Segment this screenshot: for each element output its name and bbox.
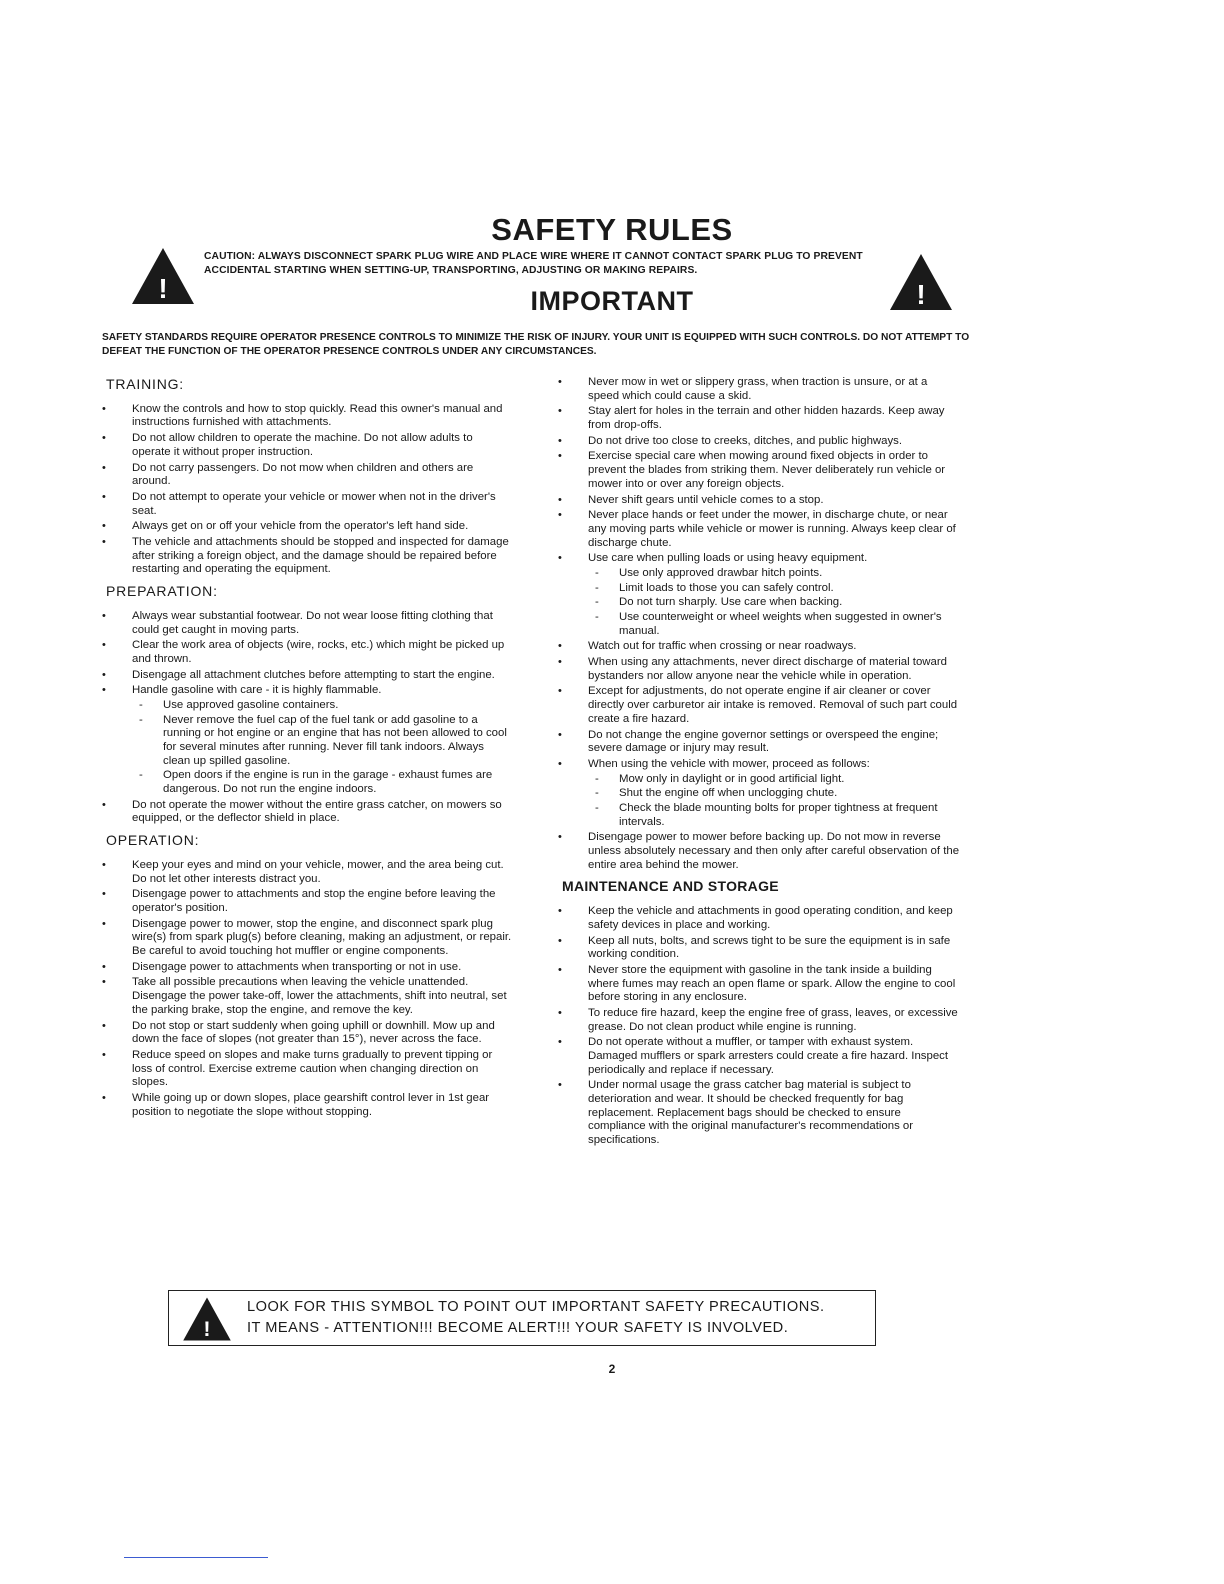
list-item — [102, 684, 512, 797]
svg-text:!: ! — [203, 1316, 211, 1341]
list-item — [558, 552, 960, 638]
sub-item: - Use counterweight or wheel weights when suggested in owner's manual. — [588, 611, 960, 638]
list-item: • Never place hands or feet under the mower, in discharge chute, or near any moving parts while vehicle or mower is running. Always keep clear of discharge chute. — [558, 509, 960, 550]
list-item: • The vehicle and attachments should be stopped and inspected for damage after striking a foreign object, and the damage should be repaired before restarting and operating the equipment. — [102, 536, 512, 577]
sub-item: - Check the blade mounting bolts for proper tightness at frequent intervals. — [588, 802, 960, 829]
list-item: • Keep your eyes and mind on your vehicle, mower, and the area being cut. Do not let other interests distract you. — [102, 859, 512, 886]
sub-item: - Never remove the fuel cap of the fuel tank or add gasoline to a running or hot engine or an engine that has not been allowed to cool for several minutes after running. Never fill tank indoors. Always clean up spilled gasoline. — [132, 714, 512, 769]
training-heading: TRAINING: — [106, 376, 184, 392]
list-item: • When using any attachments, never direct discharge of material toward bystanders nor allow anyone near the vehicle while in operation. — [558, 656, 960, 683]
list-item: • Disengage power to mower, stop the engine, and disconnect spark plug wire(s) from spark plug(s) before cleaning, making an adjustment, or repair. Be careful to avoid touching hot muffler or engine components. — [102, 918, 512, 959]
list-item: • Keep the vehicle and attachments in good operating condition, and keep safety devices in place and working. — [558, 905, 960, 932]
mower-sublist — [588, 773, 960, 830]
list-item: • Know the controls and how to stop quickly. Read this owner's manual and instructions furnished with attachments. — [102, 403, 512, 430]
sub-item: - Shut the engine off when unclogging chute. — [588, 787, 960, 801]
preparation-list — [102, 610, 512, 826]
list-item: • Disengage power to mower before backing up. Do not mow in reverse unless absolutely necessary and then only after careful observation of the entire area behind the mower. — [558, 831, 960, 872]
list-item: • While going up or down slopes, place gearshift control lever in 1st gear position to negotiate the slope without stopping. — [102, 1092, 512, 1119]
list-item: • Watch out for traffic when crossing or near roadways. — [558, 640, 960, 654]
page-title: SAFETY RULES — [491, 212, 733, 247]
preparation-heading: PREPARATION: — [106, 583, 218, 600]
important-heading: IMPORTANT — [530, 286, 694, 316]
maintenance-heading: MAINTENANCE AND STORAGE — [562, 878, 779, 895]
list-item: • Do not attempt to operate your vehicle or mower when not in the driver's seat. — [102, 491, 512, 518]
list-item: • Do not operate the mower without the entire grass catcher, on mowers so equipped, or the deflector shield in place. — [102, 799, 512, 826]
list-item: • Do not carry passengers. Do not mow when children and others are around. — [102, 462, 512, 489]
list-item: • Never store the equipment with gasoline in the tank inside a building where fumes may reach an open flame or spark. Allow the engine to cool before storing in any enclosure. — [558, 964, 960, 1005]
svg-text:!: ! — [916, 279, 926, 310]
training-list — [102, 403, 512, 577]
loads-sublist — [588, 567, 960, 638]
list-item: • Never mow in wet or slippery grass, when traction is unsure, or at a speed which could cause a skid. — [558, 376, 960, 403]
list-item: • Stay alert for holes in the terrain and other hidden hazards. Keep away from drop-offs. — [558, 405, 960, 432]
sub-item: - Open doors if the engine is run in the garage - exhaust fumes are dangerous. Do not run the engine indoors. — [132, 769, 512, 796]
page-number: 2 — [608, 1362, 616, 1376]
list-item: • Do not stop or start suddenly when going uphill or downhill. Mow up and down the face of slopes (not greater than 15°), never across the face. — [102, 1020, 512, 1047]
notice-line: LOOK FOR THIS SYMBOL TO POINT OUT IMPORTANT SAFETY PRECAUTIONS. — [247, 1299, 825, 1315]
sub-item: - Use approved gasoline containers. — [132, 699, 512, 713]
sub-item: - Mow only in daylight or in good artificial light. — [588, 773, 960, 787]
list-item: • Under normal usage the grass catcher bag material is subject to deterioration and wear. It should be checked frequently for bag replacement. Replacement bags should be checked to ensure compliance with the original manufacturer's recommendations or specifications. — [558, 1079, 960, 1147]
list-item: • Do not drive too close to creeks, ditches, and public highways. — [558, 435, 960, 449]
list-item: • Never shift gears until vehicle comes to a stop. — [558, 494, 960, 508]
list-item: • Always get on or off your vehicle from the operator's left hand side. — [102, 520, 512, 534]
list-item: • Disengage all attachment clutches before attempting to start the engine. — [102, 669, 512, 683]
sub-item: - Do not turn sharply. Use care when backing. — [588, 596, 960, 610]
list-item: • Keep all nuts, bolts, and screws tight to be sure the equipment is in safe working condition. — [558, 935, 960, 962]
list-item-text: Handle gasoline with care - it is highly flammable. — [132, 684, 382, 697]
warning-triangle-icon — [181, 1296, 233, 1342]
footer-rule — [124, 1557, 268, 1558]
list-item: • Do not allow children to operate the machine. Do not allow adults to operate it without proper instruction. — [102, 432, 512, 459]
svg-text:!: ! — [158, 273, 168, 304]
left-column — [102, 376, 512, 1125]
list-item: • Take all possible precautions when leaving the vehicle unattended. Disengage the power take-off, lower the attachments, shift into neutral, set the parking brake, stop the engine, and remove the key. — [102, 976, 512, 1017]
list-item: • Except for adjustments, do not operate engine if air cleaner or cover directly over carburetor air intake is removed. Removal of such part could create a fire hazard. — [558, 685, 960, 726]
operation-list — [102, 859, 512, 1119]
list-item — [558, 758, 960, 829]
list-item: • Disengage power to attachments when transporting or not in use. — [102, 961, 512, 975]
maintenance-list — [558, 905, 960, 1148]
list-item: • Reduce speed on slopes and make turns gradually to prevent tipping or loss of control. Exercise extreme caution when changing direction on slopes. — [102, 1049, 512, 1090]
list-item: • Clear the work area of objects (wire, rocks, etc.) which might be picked up and thrown. — [102, 639, 512, 666]
operation-list-continued — [558, 376, 960, 872]
list-item: • Always wear substantial footwear. Do not wear loose fitting clothing that could get caught in moving parts. — [102, 610, 512, 637]
notice-text — [247, 1297, 867, 1338]
list-item-text: When using the vehicle with mower, proceed as follows: — [588, 757, 870, 770]
list-item: • Exercise special care when mowing around fixed objects in order to prevent the blades from striking them. Never deliberately run vehicle or mower into or over any foreign objects. — [558, 450, 960, 491]
operation-heading: OPERATION: — [106, 832, 200, 849]
list-item: • Disengage power to attachments and stop the engine before leaving the operator's position. — [102, 888, 512, 915]
sub-item: - Limit loads to those you can safely control. — [588, 582, 960, 596]
safety-symbol-notice — [168, 1290, 876, 1346]
gasoline-sublist — [132, 699, 512, 797]
right-column — [558, 376, 960, 1154]
list-item-text: Use care when pulling loads or using heavy equipment. — [588, 552, 868, 565]
list-item: • To reduce fire hazard, keep the engine free of grass, leaves, or excessive grease. Do not clean product while engine is running. — [558, 1007, 960, 1034]
list-item: • Do not change the engine governor settings or overspeed the engine; severe damage or injury may result. — [558, 729, 960, 756]
notice-line: IT MEANS - ATTENTION!!! BECOME ALERT!!! YOUR SAFETY IS INVOLVED. — [247, 1319, 789, 1336]
caution-notice: CAUTION: ALWAYS DISCONNECT SPARK PLUG WIRE AND PLACE WIRE WHERE IT CANNOT CONTACT SPARK PLUG TO PREVENT ACCIDENTAL STARTING WHEN SETTING-UP, TRANSPORTING, ADJUSTING OR MAKING REPAIRS. — [204, 251, 863, 276]
sub-item: - Use only approved drawbar hitch points. — [588, 567, 960, 581]
standards-notice: SAFETY STANDARDS REQUIRE OPERATOR PRESENCE CONTROLS TO MINIMIZE THE RISK OF INJURY. YOUR UNIT IS EQUIPPED WITH SUCH CONTROLS. DO NOT ATTEMPT TO DEFEAT THE FUNCTION OF THE OPERATOR PRESENCE CONTROLS UNDER ANY CIRCUMSTANCES. — [102, 332, 970, 358]
list-item: • Do not operate without a muffler, or tamper with exhaust system. Damaged mufflers or spark arresters could create a fire hazard. Inspect periodically and replace if necessary. — [558, 1036, 960, 1077]
